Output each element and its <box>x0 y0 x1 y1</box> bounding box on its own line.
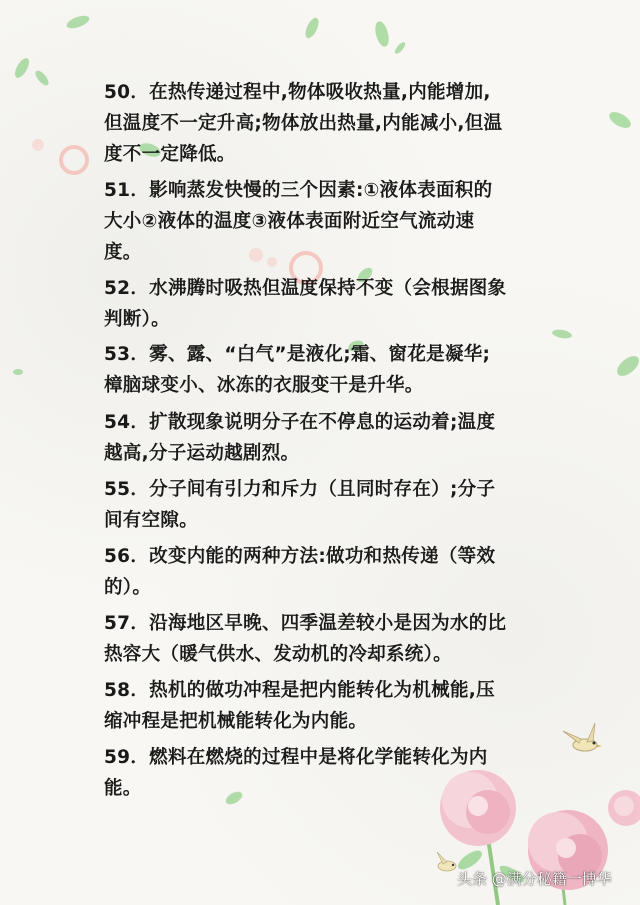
text-line: 56．改变内能的两种方法:做功和热传递（等效 <box>104 546 496 567</box>
text-line: 55．分子间有引力和斥力（且同时存在）;分子 <box>104 479 496 500</box>
text-line: 间有空隙。 <box>104 510 199 531</box>
bird-icon <box>437 852 456 871</box>
text-line: 54．扩散现象说明分子在不停息的运动着;温度 <box>104 412 496 433</box>
text-line: 缩冲程是把机械能转化为内能。 <box>104 711 368 732</box>
leaf-icon <box>224 789 245 807</box>
text-line: 59．燃料在燃烧的过程中是将化学能转化为内 <box>104 747 488 768</box>
text-line: 判断）。 <box>104 309 170 330</box>
leaf-icon <box>614 352 640 379</box>
text-line: 但温度不一定升高;物体放出热量,内能减小,但温 <box>104 113 503 134</box>
text-line: 51．影响蒸发快慢的三个因素:①液体表面积的 <box>104 180 493 201</box>
leaf-icon <box>303 16 321 40</box>
text-line: 能。 <box>104 778 142 799</box>
leaf-icon <box>33 69 51 88</box>
watermark: 头条 @满分秘籍一博华 <box>457 870 612 888</box>
leaf-icon <box>393 41 407 56</box>
text-line: 50．在热传递过程中,物体吸收热量,内能增加, <box>104 82 491 103</box>
text-line: 53．雾、露、“白气”是液化;霜、窗花是凝华; <box>104 344 491 365</box>
leaf-icon <box>13 369 23 375</box>
leaf-icon <box>551 328 572 339</box>
text-line: 越高,分子运动越剧烈。 <box>104 443 300 464</box>
text-line: 大小②液体的温度③液体表面附近空气流动速 <box>104 211 475 232</box>
text-line: 樟脑球变小、冰冻的衣服变干是升华。 <box>104 375 424 396</box>
text-line: 度不一定降低。 <box>104 144 236 165</box>
text-line: 度。 <box>104 242 142 263</box>
leaf-icon <box>373 20 391 48</box>
bird-icon <box>563 723 602 751</box>
leaf-icon <box>12 56 32 80</box>
text-line: 57．沿海地区早晚、四季温差较小是因为水的比 <box>104 613 507 634</box>
text-line: 58．热机的做功冲程是把内能转化为机械能,压 <box>104 680 495 701</box>
leaf-icon <box>607 109 634 131</box>
ring-icon <box>61 147 87 173</box>
flower-icon <box>440 770 516 846</box>
text-line: 的）。 <box>104 577 152 598</box>
text-line: 热容大（暖气供水、发动机的冷却系统）。 <box>104 644 452 665</box>
flower-icon <box>608 790 640 826</box>
leaf-icon <box>65 13 91 31</box>
text-line: 52．水沸腾时吸热但温度保持不变（会根据图象 <box>104 278 507 299</box>
